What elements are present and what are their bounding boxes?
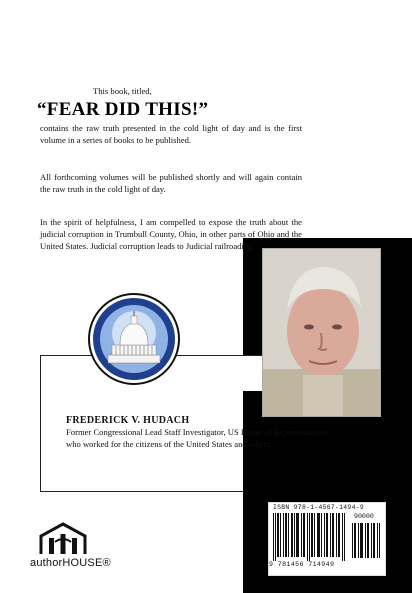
book-title: “FEAR DID THIS!” — [37, 99, 209, 120]
author-photo — [262, 248, 381, 417]
price-code: 90000 — [354, 513, 374, 520]
paragraph-1: contains the raw truth presented in the cold light of day and is the first volume in a series of books to be published. — [40, 123, 302, 145]
isbn-label: ISBN 978-1-4567-1494-9 — [273, 504, 364, 511]
ean-digits: 9 781456 714949 — [269, 561, 335, 568]
publisher-name: authorHOUSE® — [30, 557, 111, 569]
author-bio: Former Congressional Lead Staff Investigator, US House of Representatives who worked for the citizens of the United States and others. — [66, 427, 329, 449]
paragraph-3: In the spirit of helpfulness, I am compelled to expose the truth about the judicial corruption in Trumbull County, Ohio, in other parts of Ohio and the United States. Judicial corruption leads to Judicial railroading. — [40, 217, 302, 251]
authorhouse-logo-icon — [35, 520, 91, 580]
paragraph-2: All forthcoming volumes will be published shortly and will again contain the raw truth in the cold light of day. — [40, 172, 302, 194]
intro-line: This book, titled, — [93, 86, 152, 96]
ean-barcode — [273, 513, 347, 561]
author-name: FREDERICK V. HUDACH — [66, 415, 190, 426]
capitol-dome-seal-icon — [88, 293, 180, 385]
price-barcode — [352, 523, 380, 558]
top-white-area — [243, 0, 412, 238]
